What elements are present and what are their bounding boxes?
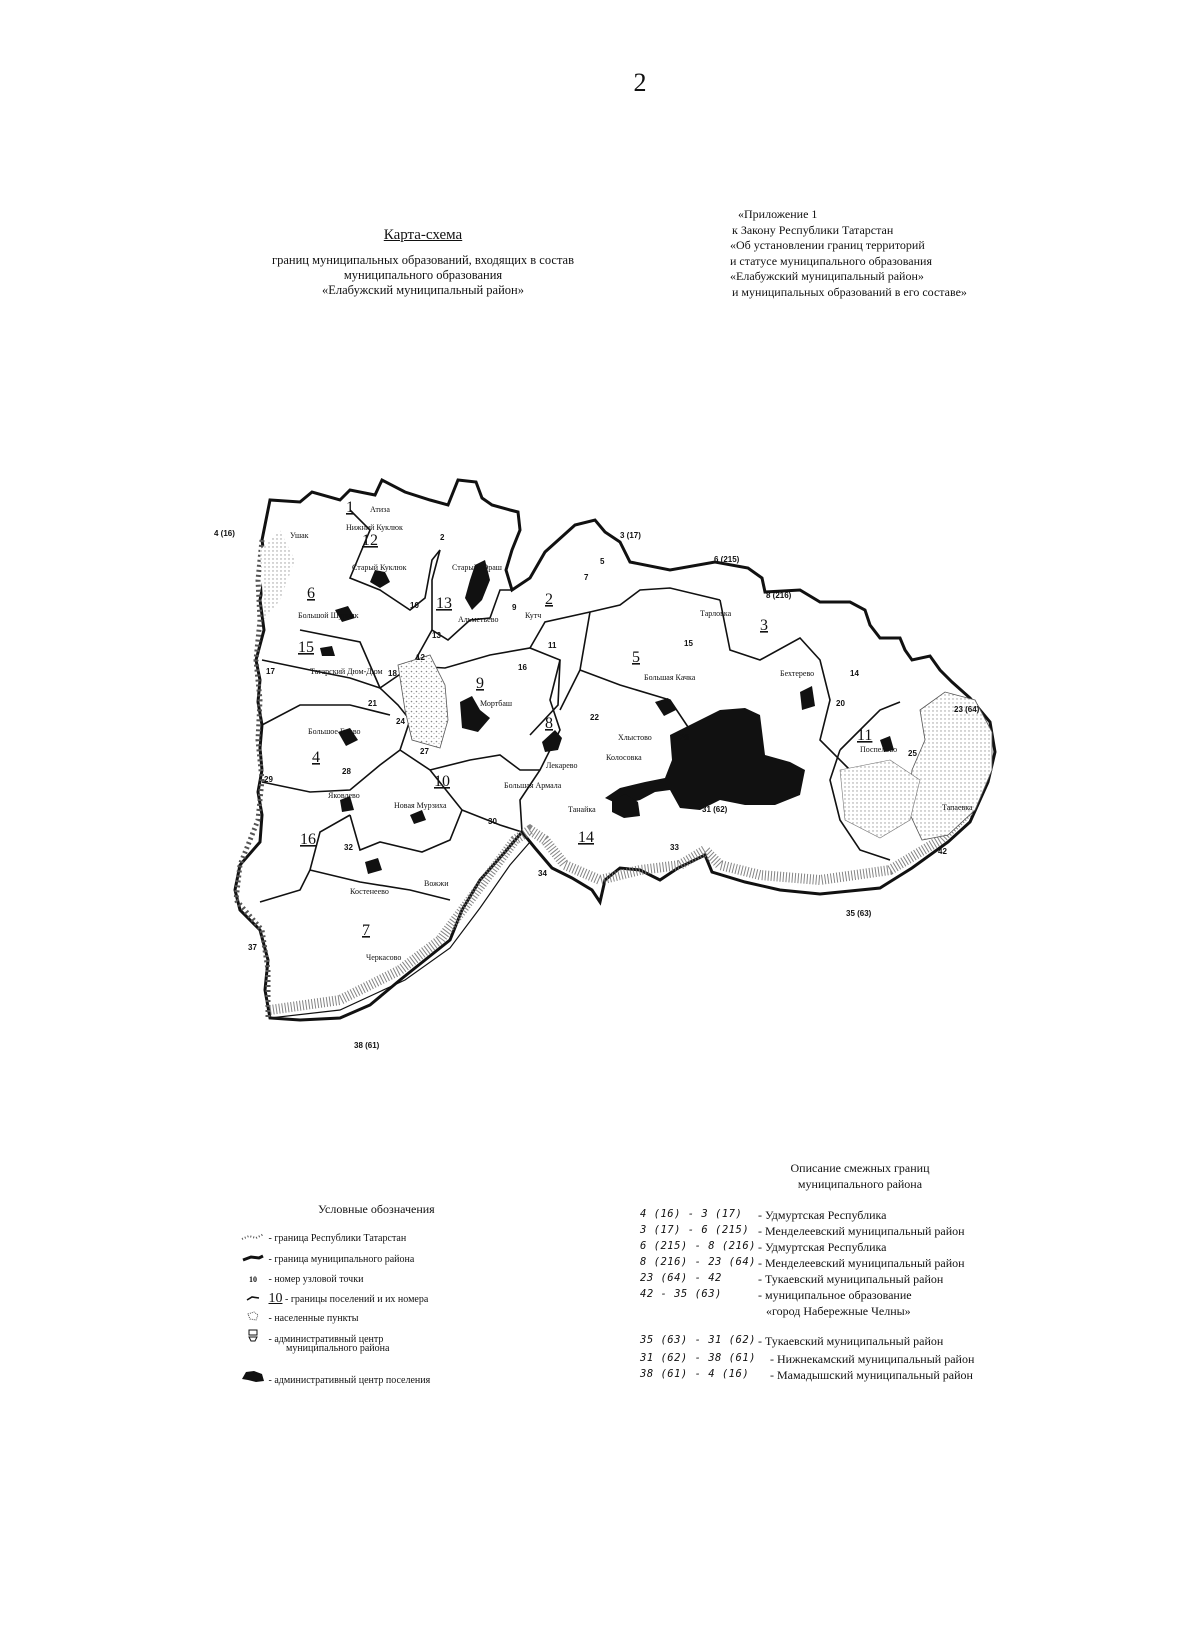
node-label: 20: [836, 699, 845, 708]
settlement-number: 8: [545, 715, 553, 732]
title-line: «Елабужский муниципальный район»: [322, 283, 524, 297]
settlement-number: 16: [300, 831, 316, 848]
place-name: Тапаевка: [942, 803, 973, 812]
legend-item: 10 - номер узловой точки: [240, 1274, 363, 1285]
node-label: 35 (63): [846, 909, 872, 918]
place-name: Тарловка: [700, 609, 732, 618]
place-name: Хлыстово: [618, 733, 652, 742]
place-name: Черкасово: [366, 953, 402, 962]
settlement-number: 12: [362, 532, 378, 549]
place-name: Большая Армала: [504, 781, 562, 790]
place-name: Колосовка: [606, 753, 642, 762]
district-map: [200, 470, 1030, 1070]
place-name: Татарский Дюм-Дюм: [310, 667, 383, 676]
place-name: Лекарево: [546, 761, 578, 770]
settlement-number: 1: [346, 499, 354, 516]
page-number: 2: [633, 68, 647, 97]
place-name: Большой Шурняк: [298, 611, 359, 620]
node-label: 3 (17): [620, 531, 641, 540]
node-label: 4 (16): [214, 529, 235, 538]
node-label: 26: [680, 733, 689, 742]
node-label: 8 (216): [766, 591, 792, 600]
place-name: Кутч: [525, 611, 542, 620]
settlement-number: 7: [362, 922, 370, 939]
district-center-icon: [240, 1328, 266, 1345]
appendix-line: к Закону Республики Татарстан: [732, 222, 894, 237]
node-label: 30: [488, 817, 497, 826]
settlement-number: 9: [476, 675, 484, 692]
node-label: 6 (215): [714, 555, 740, 564]
settlement-number: 5: [632, 649, 640, 666]
place-name: Новая Мурзиха: [394, 801, 447, 810]
place-name: Вожжи: [424, 879, 449, 888]
district-boundary-icon: [240, 1254, 266, 1265]
node-label: 24: [396, 717, 405, 726]
place-name: Ушак: [290, 531, 309, 540]
node-label: 32: [344, 843, 353, 852]
place-name: Яковлево: [328, 791, 360, 800]
node-label: 38 (61): [354, 1041, 380, 1050]
legend-item-continued: муниципального района: [286, 1343, 390, 1354]
node-label: 16: [518, 663, 527, 672]
place-name: Танайка: [568, 805, 596, 814]
node-label: 42: [938, 847, 947, 856]
place-name: Большое Елово: [308, 727, 361, 736]
settlement-number: 2: [545, 591, 553, 608]
node-label: 31 (62): [702, 805, 728, 814]
boundary-description-list: 4 (16) - 3 (17) - Удмуртская Республика 3 (17) - 6 (215) - Менделеевский муниципальный район 6 (215) - 8 (216) - Удмуртская Республика 8 (216) - 23 (64) - Менделеевский муниципальный район 23 (64) - 42 - Тукаевский муниципальный район 42 - 35 (63) - муниципальное образование «город Набережные Челны» 35 (63) - 31 (62) - Тукаевский муниципальный район 31 (62) - 38 (61) - Нижнекамский муниципальный район 38 (61) - 4 (16) - Мамадышский муниципальный район: [640, 1208, 975, 1382]
place-name: Бехтерево: [780, 669, 815, 678]
node-label: 9: [512, 603, 517, 612]
node-label: 10: [410, 601, 419, 610]
settlement-number-sample: 10: [268, 1291, 283, 1306]
place-name: Костенеево: [350, 887, 389, 896]
settlement-icon: [240, 1311, 266, 1324]
node-label: 17: [266, 667, 275, 676]
appendix-line: «Об установлении границ территорий: [730, 238, 925, 252]
appendix-line: «Елабужский муниципальный район»: [730, 269, 924, 283]
place-name: Поспелово: [860, 745, 898, 754]
title-line: границ муниципальных образований, входящих в состав: [271, 253, 575, 267]
node-label: 7: [584, 573, 589, 582]
node-label: 5: [600, 557, 605, 566]
appendix-line: «Приложение 1: [738, 207, 818, 221]
node-label: 14: [850, 669, 859, 678]
node-label: 12: [416, 653, 425, 662]
title-line: муниципального образования: [343, 268, 503, 282]
settlement-center-icon: [240, 1369, 266, 1386]
node-label: 37: [248, 943, 257, 952]
appendix-line: и статусе муниципального образования: [730, 253, 932, 268]
place-name: Альметьево: [458, 615, 499, 624]
republic-boundary-icon: [240, 1233, 266, 1244]
place-name: Старый Юраш: [452, 563, 502, 572]
place-name: Атиза: [370, 505, 390, 514]
legend-title: Условные обозначения: [318, 1202, 435, 1216]
node-label: 29: [264, 775, 273, 784]
map-title-block: [228, 228, 618, 298]
node-label: 28: [342, 767, 351, 776]
settlement-number: 6: [307, 585, 315, 602]
settlement-boundary-icon: [240, 1294, 266, 1305]
place-name: Старый Куклюк: [352, 563, 407, 572]
map-title: Карта-схема: [383, 227, 463, 243]
boundary-description-title: Описание смежных границ муниципального района: [790, 1161, 930, 1191]
legend-item: - граница Республики Татарстан: [240, 1233, 406, 1244]
node-label: 34: [538, 869, 547, 878]
node-label: 22: [590, 713, 599, 722]
place-name: Нижний Куклюк: [346, 523, 403, 532]
node-number-sample: 10: [249, 1275, 257, 1284]
place-name: Мортбаш: [480, 699, 513, 708]
node-label: 21: [368, 699, 377, 708]
settlement-number: 13: [436, 595, 452, 612]
dotted-area: [908, 692, 992, 840]
settlement-number: 10: [434, 773, 450, 790]
node-label: 27: [420, 747, 429, 756]
settlement-number: 15: [298, 639, 314, 656]
node-label: 13: [432, 631, 441, 640]
node-label: 15: [684, 639, 693, 648]
node-label: 2: [440, 533, 445, 542]
node-label: 11: [548, 641, 557, 650]
legend-item: - граница муниципального района: [240, 1254, 414, 1265]
settlement-number: 11: [857, 727, 873, 744]
legend-item: - административный центр: [240, 1328, 383, 1345]
legend-item: - административный центр поселения: [240, 1369, 430, 1386]
settlement-number: 14: [578, 829, 594, 846]
legend-item: - населенные пункты: [240, 1311, 358, 1324]
node-label: 18: [388, 669, 397, 678]
place-name: Большая Качка: [644, 673, 696, 682]
appendix-line: и муниципальных образований в его составе»: [732, 284, 967, 299]
node-label: 25: [908, 749, 917, 758]
appendix-note: [730, 207, 1040, 300]
settlement-number: 4: [312, 749, 320, 766]
legend-item: 10 - границы поселений и их номера: [240, 1291, 428, 1307]
settlement-number: 3: [760, 617, 768, 634]
node-label: 33: [670, 843, 679, 852]
node-label: 23 (64): [954, 705, 980, 714]
